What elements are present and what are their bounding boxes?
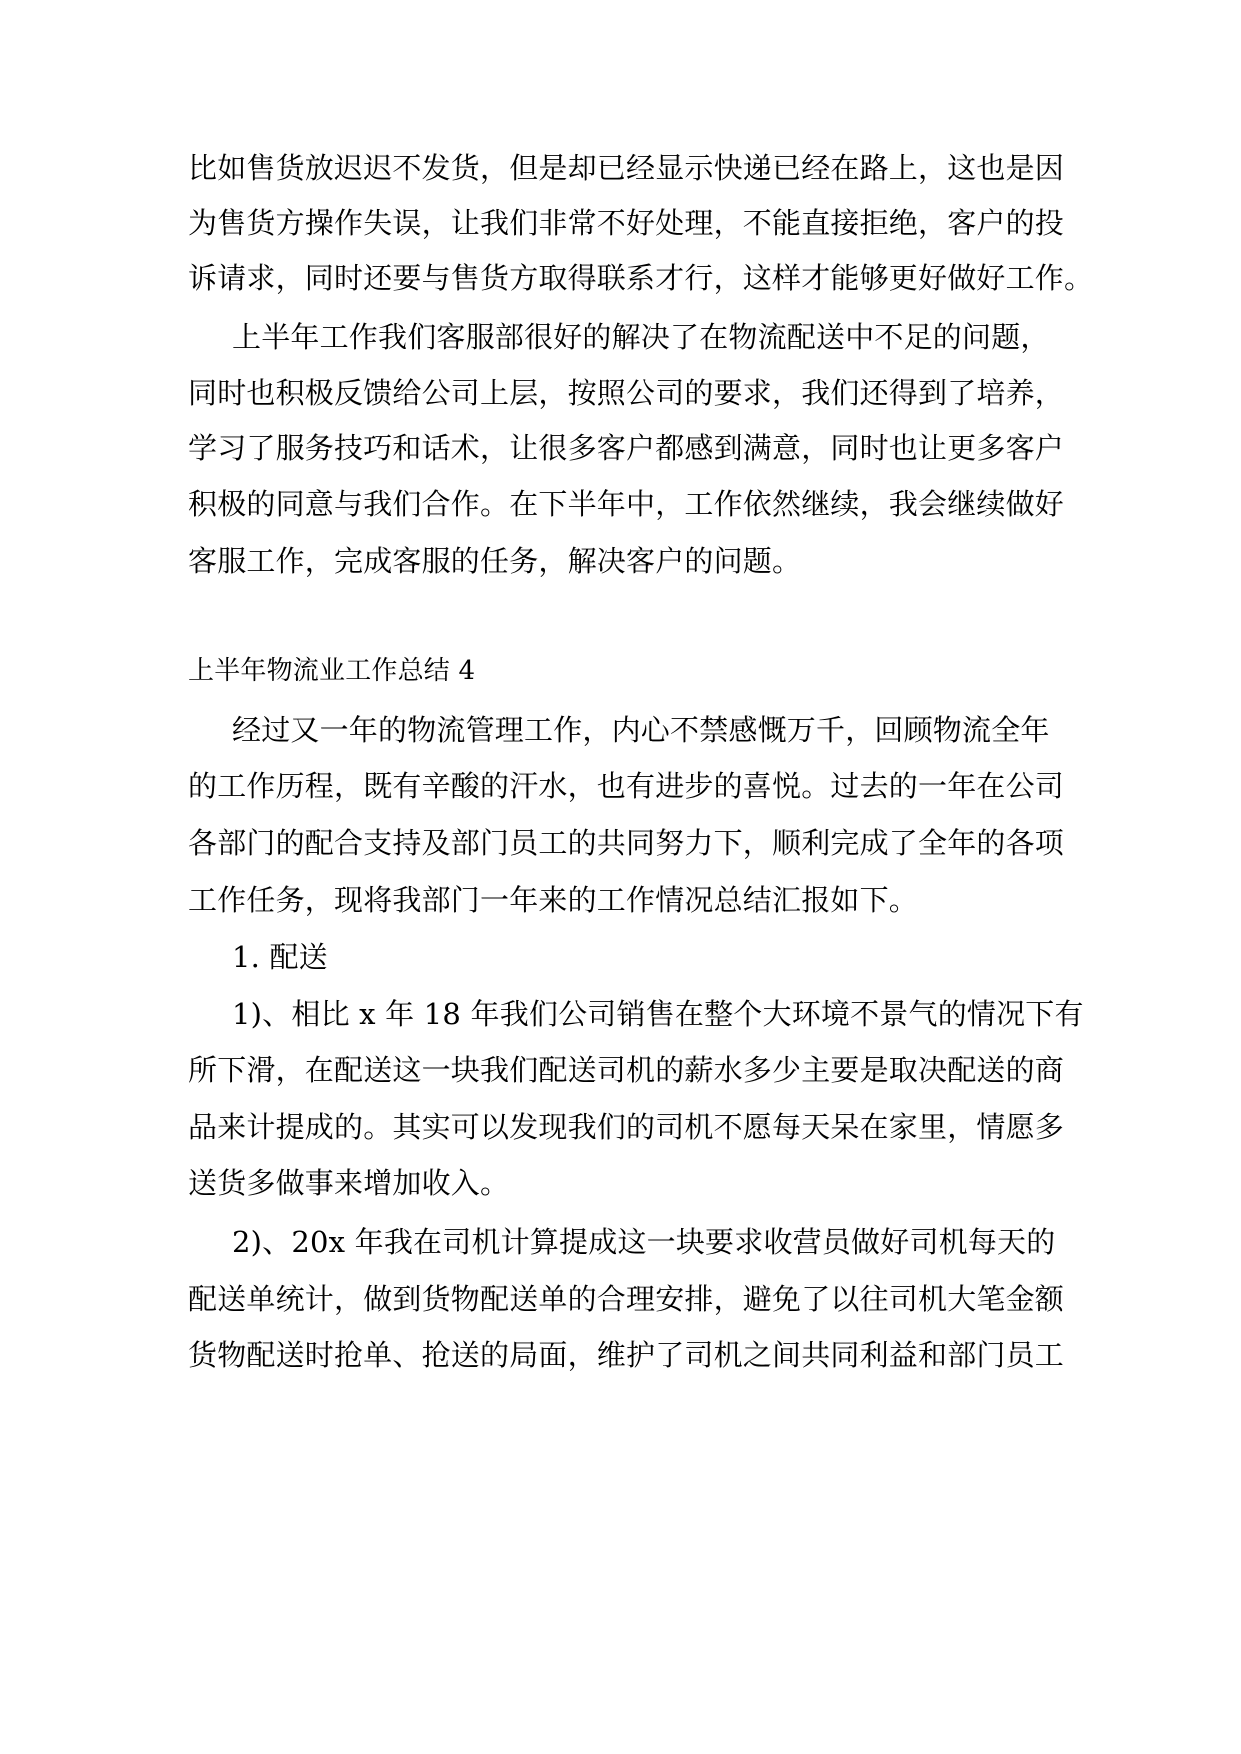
section-title: 上半年物流业工作总结 4: [188, 656, 476, 686]
paragraph-3-line-2: 的工作历程，既有辛酸的汗水，也有进步的喜悦。过去的一年在公司: [188, 769, 1065, 803]
paragraph-3-line-1: 经过又一年的物流管理工作，内心不禁感慨万千，回顾物流全年: [232, 713, 1050, 747]
item-1-line-2: 所下滑，在配送这一块我们配送司机的薪水多少主要是取决配送的商: [188, 1053, 1065, 1087]
item-2-line-3: 货物配送时抢单、抢送的局面，维护了司机之间共同利益和部门员工: [188, 1338, 1065, 1372]
item-2-line-2: 配送单统计，做到货物配送单的合理安排，避免了以往司机大笔金额: [188, 1282, 1065, 1316]
item-2-line-1: 2)、20x 年我在司机计算提成这一块要求收营员做好司机每天的: [232, 1225, 1056, 1259]
paragraph-2-line-5: 客服工作，完成客服的任务，解决客户的问题。: [188, 544, 802, 578]
item-1-line-4: 送货多做事来增加收入。: [188, 1166, 510, 1200]
item-1-line-1: 1)、相比 x 年 18 年我们公司销售在整个大环境不景气的情况下有: [232, 997, 1084, 1031]
paragraph-2-line-3: 学习了服务技巧和话术，让很多客户都感到满意，同时也让更多客户: [188, 431, 1065, 465]
paragraph-3-line-4: 工作任务，现将我部门一年来的工作情况总结汇报如下。: [188, 883, 919, 917]
paragraph-2-line-2: 同时也积极反馈给公司上层，按照公司的要求，我们还得到了培养，: [188, 376, 1065, 410]
item-1-line-3: 品来计提成的。其实可以发现我们的司机不愿每天呆在家里，情愿多: [188, 1110, 1065, 1144]
paragraph-2-line-4: 积极的同意与我们合作。在下半年中，工作依然继续，我会继续做好: [188, 487, 1065, 521]
paragraph-1-line-1: 比如售货放迟迟不发货，但是却已经显示快递已经在路上，这也是因: [188, 151, 1065, 185]
paragraph-3-line-3: 各部门的配合支持及部门员工的共同努力下，顺利完成了全年的各项: [188, 826, 1065, 860]
paragraph-1-line-2: 为售货方操作失误，让我们非常不好处理，不能直接拒绝，客户的投: [188, 206, 1065, 240]
paragraph-1-line-3: 诉请求，同时还要与售货方取得联系才行，这样才能够更好做好工作。: [188, 261, 1094, 295]
list-heading: 1. 配送: [232, 940, 328, 974]
paragraph-2-line-1: 上半年工作我们客服部很好的解决了在物流配送中不足的问题，: [232, 320, 1050, 354]
